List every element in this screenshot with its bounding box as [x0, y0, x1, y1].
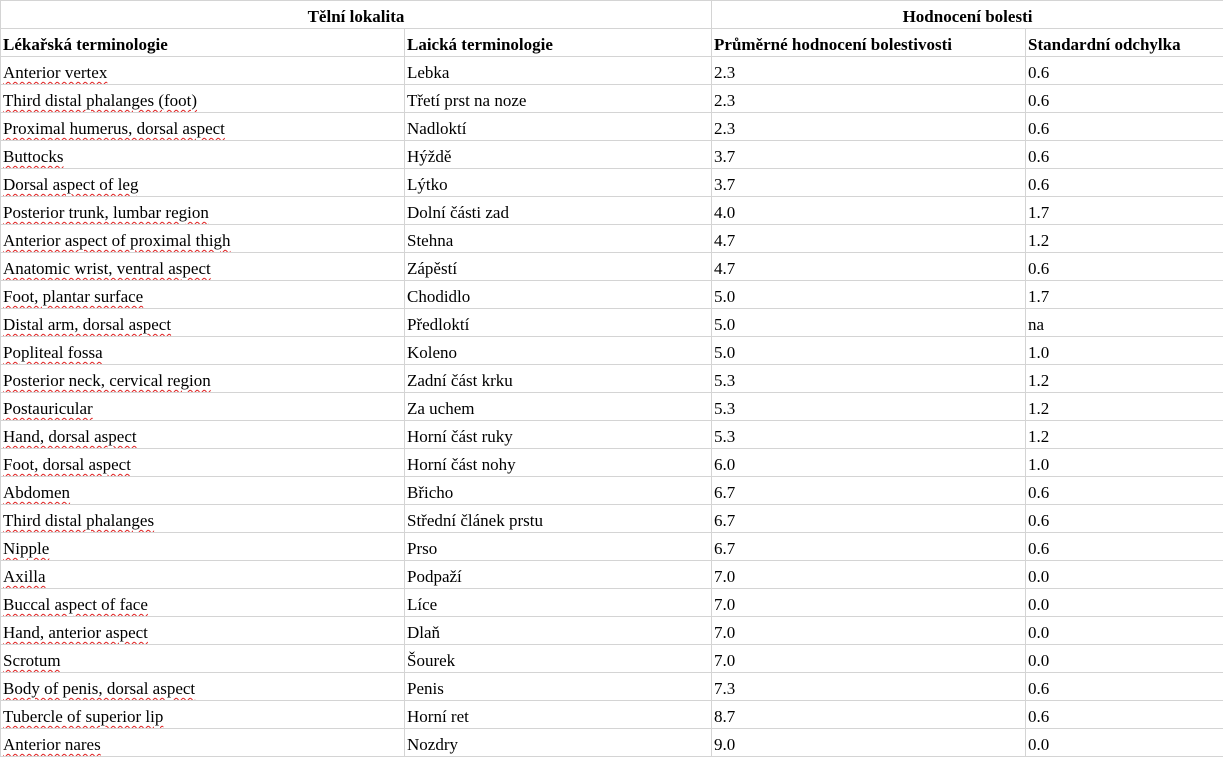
cell-std-deviation[interactable]: 1.2	[1026, 393, 1223, 421]
cell-lay-term[interactable]: Horní ret	[405, 701, 712, 729]
cell-mean-rating[interactable]: 5.0	[712, 337, 1026, 365]
cell-text: Scrotum	[3, 651, 61, 670]
cell-medical-term[interactable]	[1, 673, 405, 701]
cell-text: Anterior aspect of proximal thigh	[3, 231, 231, 250]
cell-mean-rating[interactable]: 4.7	[712, 253, 1026, 281]
cell-text: Third distal phalanges (foot)	[3, 91, 198, 110]
cell-std-deviation[interactable]: 1.2	[1026, 421, 1223, 449]
table-row	[1, 505, 1223, 533]
cell-std-deviation[interactable]: 0.6	[1026, 141, 1223, 169]
cell-std-deviation[interactable]: na	[1026, 309, 1223, 337]
cell-std-deviation[interactable]: 0.6	[1026, 169, 1223, 197]
cell-mean-rating[interactable]: 6.7	[712, 533, 1026, 561]
table-row	[1, 393, 1223, 421]
cell-medical-term[interactable]	[1, 421, 405, 449]
table-row	[1, 141, 1223, 169]
cell-std-deviation[interactable]: 1.0	[1026, 449, 1223, 477]
column-header-mean[interactable]: Průměrné hodnocení bolestivosti	[712, 29, 1026, 57]
cell-lay-term[interactable]: Líce	[405, 589, 712, 617]
cell-std-deviation[interactable]: 0.0	[1026, 561, 1223, 589]
cell-text: Body of penis, dorsal aspect	[3, 679, 196, 698]
cell-text: Anterior vertex	[3, 63, 108, 82]
cell-mean-rating[interactable]: 5.3	[712, 393, 1026, 421]
cell-mean-rating[interactable]: 9.0	[712, 729, 1026, 757]
cell-medical-term[interactable]	[1, 225, 405, 253]
cell-medical-term[interactable]	[1, 253, 405, 281]
cell-text: Buccal aspect of face	[3, 595, 148, 614]
cell-lay-term[interactable]: Lýtko	[405, 169, 712, 197]
cell-medical-term[interactable]	[1, 113, 405, 141]
cell-medical-term[interactable]	[1, 197, 405, 225]
cell-mean-rating[interactable]: 4.7	[712, 225, 1026, 253]
table-row	[1, 589, 1223, 617]
cell-medical-term[interactable]	[1, 701, 405, 729]
cell-std-deviation[interactable]: 0.6	[1026, 533, 1223, 561]
table-row	[1, 169, 1223, 197]
cell-medical-term[interactable]	[1, 505, 405, 533]
cell-text: Dorsal aspect of leg	[3, 175, 139, 194]
cell-mean-rating[interactable]: 7.0	[712, 561, 1026, 589]
table-row	[1, 253, 1223, 281]
cell-std-deviation[interactable]: 1.2	[1026, 365, 1223, 393]
cell-std-deviation[interactable]: 1.0	[1026, 337, 1223, 365]
cell-medical-term[interactable]	[1, 57, 405, 85]
table-row	[1, 533, 1223, 561]
cell-std-deviation[interactable]: 0.6	[1026, 85, 1223, 113]
table-row	[1, 225, 1223, 253]
cell-text: Popliteal fossa	[3, 343, 103, 362]
cell-mean-rating[interactable]: 7.0	[712, 589, 1026, 617]
column-header-row	[1, 29, 1223, 57]
cell-text: Postauricular	[3, 399, 93, 418]
cell-lay-term[interactable]: Podpaží	[405, 561, 712, 589]
table-row	[1, 477, 1223, 505]
cell-mean-rating[interactable]: 2.3	[712, 57, 1026, 85]
cell-lay-term[interactable]: Stehna	[405, 225, 712, 253]
cell-lay-term[interactable]: Nadloktí	[405, 113, 712, 141]
cell-text: Posterior trunk, lumbar region	[3, 203, 209, 222]
cell-medical-term[interactable]	[1, 477, 405, 505]
table-row	[1, 701, 1223, 729]
cell-std-deviation[interactable]: 0.0	[1026, 617, 1223, 645]
table-row	[1, 281, 1223, 309]
cell-mean-rating[interactable]: 6.7	[712, 505, 1026, 533]
cell-std-deviation[interactable]: 0.0	[1026, 729, 1223, 757]
cell-medical-term[interactable]	[1, 169, 405, 197]
group-header-body-location[interactable]: Tělní lokalita	[1, 1, 712, 29]
cell-mean-rating[interactable]: 6.7	[712, 477, 1026, 505]
cell-mean-rating[interactable]: 5.3	[712, 365, 1026, 393]
cell-mean-rating[interactable]: 7.3	[712, 673, 1026, 701]
cell-text: Tubercle of superior lip	[3, 707, 164, 726]
column-header-medical[interactable]: Lékařská terminologie	[1, 29, 405, 57]
cell-mean-rating[interactable]: 5.3	[712, 421, 1026, 449]
cell-lay-term[interactable]: Penis	[405, 673, 712, 701]
cell-lay-term[interactable]: Šourek	[405, 645, 712, 673]
cell-text: Distal arm, dorsal aspect	[3, 315, 172, 334]
cell-medical-term[interactable]	[1, 729, 405, 757]
cell-lay-term[interactable]: Lebka	[405, 57, 712, 85]
cell-mean-rating[interactable]: 6.0	[712, 449, 1026, 477]
table-row	[1, 197, 1223, 225]
cell-mean-rating[interactable]: 7.0	[712, 645, 1026, 673]
table-row	[1, 421, 1223, 449]
cell-text: Anterior nares	[3, 735, 101, 754]
cell-lay-term[interactable]: Za uchem	[405, 393, 712, 421]
cell-lay-term[interactable]: Zápěstí	[405, 253, 712, 281]
cell-lay-term[interactable]: Horní část nohy	[405, 449, 712, 477]
cell-text: Third distal phalanges	[3, 511, 155, 530]
cell-lay-term[interactable]: Nozdry	[405, 729, 712, 757]
cell-medical-term[interactable]	[1, 393, 405, 421]
table-row	[1, 449, 1223, 477]
table-row	[1, 561, 1223, 589]
cell-lay-term[interactable]: Chodidlo	[405, 281, 712, 309]
cell-std-deviation[interactable]: 0.6	[1026, 253, 1223, 281]
table-row	[1, 673, 1223, 701]
cell-text: Buttocks	[3, 147, 64, 166]
group-header-pain-rating[interactable]: Hodnocení bolesti	[712, 1, 1223, 29]
cell-mean-rating[interactable]: 7.0	[712, 617, 1026, 645]
cell-std-deviation[interactable]: 1.2	[1026, 225, 1223, 253]
cell-lay-term[interactable]: Prso	[405, 533, 712, 561]
cell-text: Hand, dorsal aspect	[3, 427, 137, 446]
cell-mean-rating[interactable]: 3.7	[712, 169, 1026, 197]
cell-mean-rating[interactable]: 2.3	[712, 85, 1026, 113]
cell-lay-term[interactable]: Horní část ruky	[405, 421, 712, 449]
cell-text: Abdomen	[3, 483, 71, 502]
cell-lay-term[interactable]: Koleno	[405, 337, 712, 365]
table-row	[1, 617, 1223, 645]
cell-text: Hand, anterior aspect	[3, 623, 148, 642]
cell-lay-term[interactable]: Střední článek prstu	[405, 505, 712, 533]
cell-mean-rating[interactable]: 2.3	[712, 113, 1026, 141]
table-row	[1, 85, 1223, 113]
cell-lay-term[interactable]: Dlaň	[405, 617, 712, 645]
cell-std-deviation[interactable]: 1.7	[1026, 281, 1223, 309]
column-header-sd[interactable]: Standardní odchylka	[1026, 29, 1223, 57]
cell-medical-term[interactable]	[1, 533, 405, 561]
cell-medical-term[interactable]	[1, 141, 405, 169]
table-body	[1, 1, 1223, 757]
cell-text: Nipple	[3, 539, 50, 558]
cell-lay-term[interactable]: Břicho	[405, 477, 712, 505]
table-row	[1, 113, 1223, 141]
cell-mean-rating[interactable]: 3.7	[712, 141, 1026, 169]
cell-text: Posterior neck, cervical region	[3, 371, 211, 390]
table-row	[1, 365, 1223, 393]
cell-text: Proximal humerus, dorsal aspect	[3, 119, 225, 138]
cell-medical-term[interactable]	[1, 309, 405, 337]
cell-std-deviation[interactable]: 0.6	[1026, 57, 1223, 85]
cell-std-deviation[interactable]: 0.6	[1026, 701, 1223, 729]
cell-text: Axilla	[3, 567, 46, 586]
cell-std-deviation[interactable]: 0.6	[1026, 673, 1223, 701]
cell-std-deviation[interactable]: 0.0	[1026, 589, 1223, 617]
cell-medical-term[interactable]	[1, 85, 405, 113]
table-row	[1, 309, 1223, 337]
cell-medical-term[interactable]	[1, 365, 405, 393]
column-header-lay[interactable]: Laická terminologie	[405, 29, 712, 57]
cell-lay-term[interactable]: Dolní části zad	[405, 197, 712, 225]
cell-lay-term[interactable]: Hýždě	[405, 141, 712, 169]
cell-medical-term[interactable]	[1, 589, 405, 617]
cell-mean-rating[interactable]: 5.0	[712, 281, 1026, 309]
cell-lay-term[interactable]: Zadní část krku	[405, 365, 712, 393]
cell-medical-term[interactable]	[1, 449, 405, 477]
cell-lay-term[interactable]: Třetí prst na noze	[405, 85, 712, 113]
cell-mean-rating[interactable]: 4.0	[712, 197, 1026, 225]
cell-std-deviation[interactable]: 0.6	[1026, 505, 1223, 533]
cell-medical-term[interactable]	[1, 561, 405, 589]
cell-medical-term[interactable]	[1, 337, 405, 365]
table-row	[1, 645, 1223, 673]
cell-std-deviation[interactable]: 0.0	[1026, 645, 1223, 673]
table-row	[1, 337, 1223, 365]
cell-text: Anatomic wrist, ventral aspect	[3, 259, 211, 278]
cell-lay-term[interactable]: Předloktí	[405, 309, 712, 337]
cell-text: Foot, dorsal aspect	[3, 455, 131, 474]
cell-std-deviation[interactable]: 1.7	[1026, 197, 1223, 225]
cell-medical-term[interactable]	[1, 281, 405, 309]
cell-text: Foot, plantar surface	[3, 287, 144, 306]
cell-medical-term[interactable]	[1, 617, 405, 645]
group-header-row	[1, 1, 1223, 29]
table-row	[1, 729, 1223, 757]
cell-medical-term[interactable]	[1, 645, 405, 673]
cell-mean-rating[interactable]: 5.0	[712, 309, 1026, 337]
cell-std-deviation[interactable]: 0.6	[1026, 477, 1223, 505]
cell-std-deviation[interactable]: 0.6	[1026, 113, 1223, 141]
table-row	[1, 57, 1223, 85]
cell-mean-rating[interactable]: 8.7	[712, 701, 1026, 729]
